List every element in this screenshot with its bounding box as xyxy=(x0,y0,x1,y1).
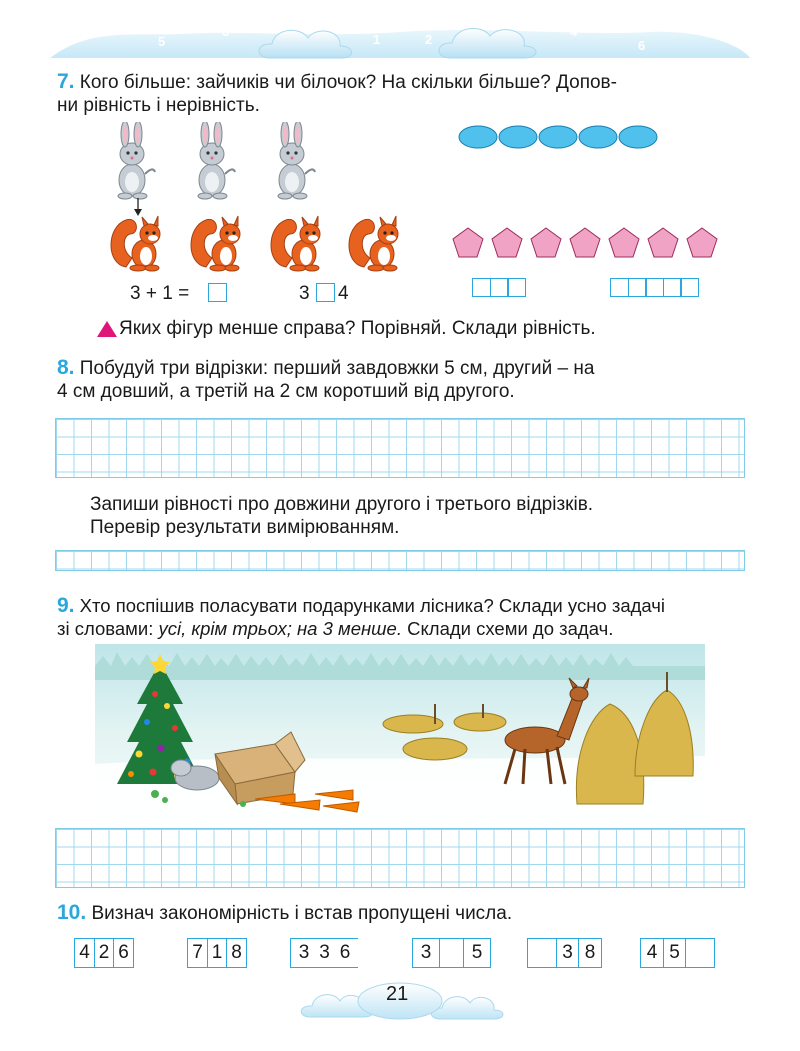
header-digit: 6 xyxy=(638,38,646,53)
header-digit: 1 xyxy=(373,32,381,47)
equation-1-text: 3 + 1 = xyxy=(130,283,190,304)
header-digit: 2 xyxy=(425,32,433,47)
winter-scene-illustration xyxy=(95,644,705,826)
page-number: 21 xyxy=(386,983,409,1005)
task9-line2-b: Склади схеми до задач. xyxy=(401,618,614,639)
header-digit: 5 xyxy=(158,34,166,49)
task10-text xyxy=(57,901,512,925)
rabbits-illustration xyxy=(105,122,335,204)
triangle-task-text: Яких фігур менше справа? Порівняй. Склади рівність. xyxy=(119,318,596,339)
header-digit: 4 xyxy=(570,24,578,39)
sequence-group-5[interactable] xyxy=(527,938,601,968)
task8-note-line1: Запиши рівності про довжини другого і третього відрізків. xyxy=(90,494,594,515)
sequence-cell: 3 xyxy=(291,938,317,968)
equation-2-left: 3 xyxy=(299,283,310,304)
task9-line1: Хто поспішив поласувати подарунками лісника? Склади усно задачі xyxy=(79,595,666,616)
task8-drawing-grid[interactable] xyxy=(55,418,745,478)
sequence-group-1[interactable] xyxy=(74,938,133,968)
sequence-cell xyxy=(439,938,465,968)
task8-note xyxy=(90,493,750,539)
task9-text xyxy=(57,594,757,640)
sequence-cell: 5 xyxy=(463,938,491,968)
sequence-group-3[interactable] xyxy=(290,938,358,968)
equation-1-answer-box[interactable] xyxy=(208,283,227,302)
sequence-cell xyxy=(685,938,715,968)
sequence-cell: 3 xyxy=(316,938,334,968)
sequence-cell: 6 xyxy=(332,938,358,968)
task8-text xyxy=(57,356,757,403)
task8-note-line2: Перевір результати вимірюванням. xyxy=(90,517,400,538)
sequence-cell: 1 xyxy=(207,938,228,968)
equation-2-sign-box[interactable] xyxy=(316,283,335,302)
answer-cells-3[interactable] xyxy=(472,278,525,297)
header-digits xyxy=(0,0,800,60)
task7-line2: ни рівність і нерівність. xyxy=(57,95,260,116)
task7-text xyxy=(57,70,757,117)
sequence-cell: 8 xyxy=(578,938,602,968)
answer-cells-5[interactable] xyxy=(610,278,698,297)
equation-2-right: 4 xyxy=(338,283,349,304)
equation-1 xyxy=(130,282,189,305)
task8-answer-grid[interactable] xyxy=(55,550,745,571)
sequence-cell: 7 xyxy=(187,938,208,968)
header-digit: 0 xyxy=(397,14,405,29)
header-digit: 3 xyxy=(222,24,230,39)
sequence-group-2[interactable] xyxy=(187,938,246,968)
sequence-cell: 8 xyxy=(226,938,247,968)
sequence-group-4[interactable] xyxy=(412,938,490,968)
task7-number: 7. xyxy=(57,70,75,93)
header-digit: 7 xyxy=(108,22,116,37)
sequence-group-6[interactable] xyxy=(640,938,714,968)
task10-statement: Визнач закономірність і встав пропущені числа. xyxy=(91,903,513,924)
header-digit: 8 xyxy=(690,22,698,37)
ellipses-row xyxy=(458,124,660,150)
task9-line2-italic: усі, крім трьох; на 3 менше. xyxy=(158,618,402,639)
task8-line1: Побудуй три відрізки: перший завдовжки 5 см, другий – на xyxy=(79,358,595,379)
pentagons-row xyxy=(452,226,732,260)
sequence-cell: 6 xyxy=(113,938,134,968)
triangle-icon xyxy=(96,320,118,338)
task8-number: 8. xyxy=(57,356,75,379)
sequence-cell xyxy=(527,938,557,968)
sequence-cell: 4 xyxy=(640,938,664,968)
task10-number: 10. xyxy=(57,901,87,924)
squirrels-illustration xyxy=(108,212,418,274)
task9-line2-a: зі словами: xyxy=(57,618,159,639)
task9-scheme-grid[interactable] xyxy=(55,828,745,888)
task7-line1: Кого більше: зайчиків чи білочок? На скільки більше? Допов- xyxy=(79,72,617,93)
sequence-cell: 3 xyxy=(556,938,580,968)
task9-number: 9. xyxy=(57,594,75,617)
sequence-cell: 4 xyxy=(74,938,95,968)
sequence-cell: 3 xyxy=(412,938,440,968)
sequence-cell: 2 xyxy=(94,938,115,968)
sequence-cell: 5 xyxy=(663,938,687,968)
task8-line2: 4 см довший, а третій на 2 см коротший від другого. xyxy=(57,381,515,402)
